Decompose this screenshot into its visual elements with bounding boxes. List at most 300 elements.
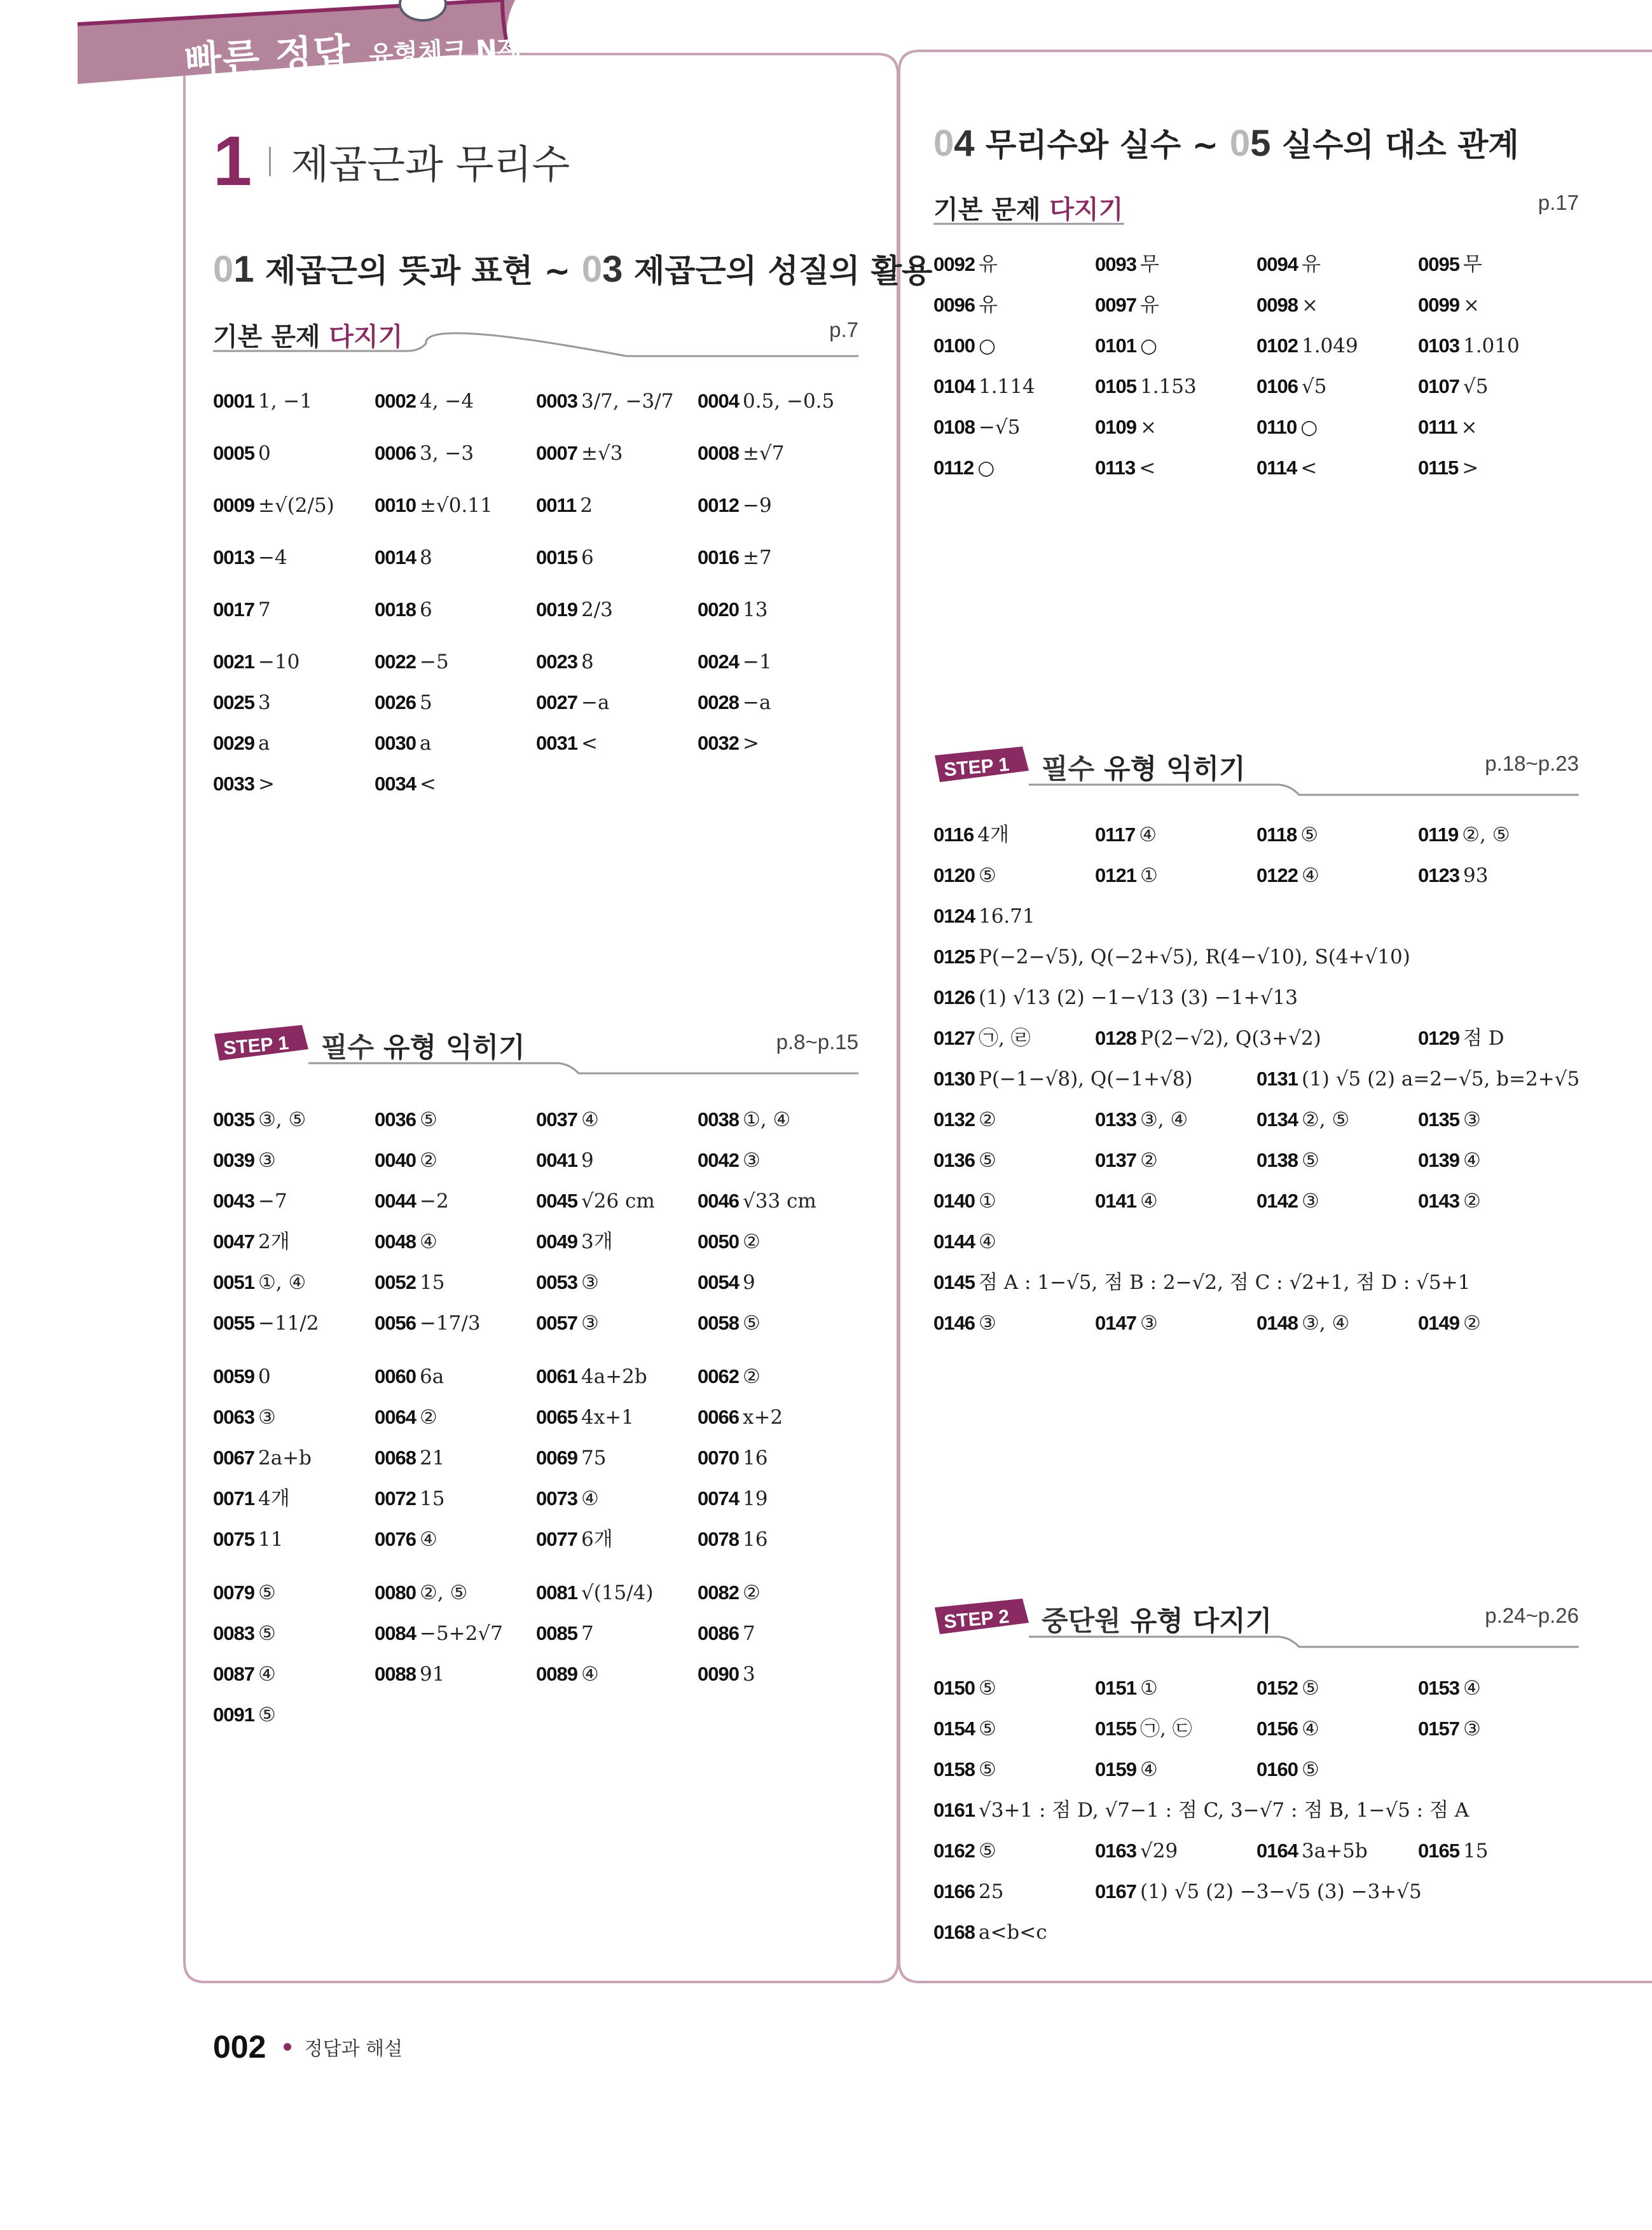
answer-value: −a (742, 691, 771, 714)
answer-value: ② (1463, 1312, 1481, 1335)
answer-value: ③ (581, 1312, 599, 1335)
answer-number: 0019 (536, 598, 577, 621)
answer-item (213, 1700, 276, 1730)
chapter-title: 제곱근과 무리수 (291, 141, 570, 188)
answer-value: ④ (1463, 1677, 1481, 1700)
answer-value: 0.5, −0.5 (742, 390, 835, 413)
section-num-digit: 5 (1250, 123, 1271, 164)
step-label-b: 유형 익히기 (1104, 754, 1246, 785)
answer-value: ⑤ (1301, 1677, 1319, 1700)
answer-item (375, 1105, 437, 1134)
answer-value: a (419, 732, 432, 755)
answer-item (536, 595, 613, 624)
answer-number: 0071 (213, 1487, 254, 1510)
answer-number: 0015 (536, 546, 577, 568)
answer-value: 5 (419, 691, 432, 714)
answer-number: 0053 (536, 1271, 577, 1293)
answer-number: 0093 (1095, 253, 1136, 275)
answer-item (1256, 331, 1358, 361)
answer-number: 0152 (1256, 1677, 1298, 1699)
step-label-a: 중단원 (1042, 1606, 1131, 1637)
answer-number: 0107 (1418, 375, 1459, 397)
answer-value: ③ (1463, 1108, 1481, 1131)
answer-value: ③, ④ (1301, 1312, 1350, 1335)
answer-number: 0127 (933, 1027, 975, 1049)
answer-item (698, 1619, 755, 1648)
answer-value: ② (1139, 1149, 1158, 1172)
answer-value: a<b<c (978, 1921, 1047, 1944)
answer-number: 0077 (536, 1528, 577, 1550)
answer-value: ④ (1301, 864, 1319, 887)
answer-item (213, 1105, 306, 1134)
answer-item (536, 1619, 594, 1648)
answer-value: 유 (1139, 294, 1159, 317)
answer-item (213, 1619, 276, 1648)
answer-item (1095, 250, 1159, 279)
answer-value: 16.71 (978, 905, 1035, 928)
answer-value: ② (742, 1365, 761, 1388)
answer-number: 0063 (213, 1406, 254, 1428)
answer-value: 19 (742, 1487, 768, 1510)
answer-number: 0004 (698, 390, 739, 412)
answer-item (1418, 413, 1478, 442)
answer-value: ⑤ (1300, 823, 1319, 846)
answer-item (213, 688, 271, 717)
answer-item (536, 729, 598, 758)
answer-value: 7 (258, 598, 271, 621)
answer-value: < (1300, 457, 1318, 479)
answer-item (933, 1755, 996, 1784)
answer-number: 0036 (375, 1108, 416, 1131)
answer-number: 0167 (1095, 1880, 1136, 1903)
answer-value: 25 (978, 1880, 1004, 1903)
answer-number: 0057 (536, 1312, 577, 1334)
answer-number: 0104 (933, 375, 975, 397)
answer-value: ⑤ (258, 1581, 276, 1604)
answer-value: −√5 (978, 416, 1021, 439)
answer-item (375, 688, 432, 717)
page-reference: p.24~p.26 (1485, 1604, 1579, 1627)
answer-value: ±√0.11 (419, 494, 493, 517)
answer-item (698, 647, 772, 677)
answer-item (213, 1227, 290, 1256)
answer-number: 0040 (375, 1149, 416, 1171)
answer-item (1418, 1187, 1481, 1216)
answer-number: 0062 (698, 1365, 739, 1387)
answer-item (1095, 1024, 1321, 1053)
answer-value: ① (1139, 864, 1158, 887)
section-title-text: 제곱근의 성질의 활용 (623, 252, 933, 289)
answer-number: 0130 (933, 1068, 975, 1090)
answer-value: ③ (258, 1406, 276, 1429)
section-num-digit: 4 (954, 123, 975, 164)
answer-item (1418, 331, 1520, 361)
answer-item (536, 1525, 613, 1554)
answer-item (698, 1227, 761, 1256)
answer-value: −2 (419, 1190, 449, 1213)
answer-item (536, 1443, 606, 1473)
answer-value: 4x+1 (581, 1406, 634, 1429)
answer-value: ○ (977, 457, 995, 479)
answer-item (933, 1268, 1470, 1297)
answer-value: 6개 (581, 1528, 613, 1551)
answer-item (1256, 1309, 1349, 1338)
answer-number: 0037 (536, 1108, 577, 1131)
answer-value: ㉠, ㉣ (978, 1027, 1031, 1050)
answer-value: ③ (742, 1149, 761, 1172)
answer-number: 0080 (375, 1581, 416, 1604)
answer-item (213, 729, 270, 758)
answer-number: 0086 (698, 1622, 739, 1644)
answer-number: 0133 (1095, 1108, 1136, 1131)
answer-value: ⑤ (978, 1840, 996, 1862)
answer-value: 유 (978, 294, 998, 317)
answer-item (375, 729, 431, 758)
answer-number: 0166 (933, 1880, 975, 1903)
answer-item (933, 1064, 1193, 1094)
answer-item (536, 1362, 647, 1391)
answer-value: 93 (1463, 864, 1489, 887)
answer-number: 0116 (933, 823, 974, 846)
answer-item (213, 769, 275, 799)
answer-number: 0003 (536, 390, 577, 412)
answer-item (698, 688, 771, 717)
answer-value: ㉠, ㉢ (1139, 1717, 1192, 1740)
answer-item (698, 1268, 755, 1297)
answer-value: √(15/4) (581, 1581, 654, 1604)
answer-value: 13 (742, 598, 768, 621)
left-step1-subhead (213, 1024, 858, 1072)
answer-number: 0059 (213, 1365, 254, 1387)
tab-main-title: 빠른 정답 (183, 30, 353, 83)
answer-value: 2a+b (258, 1447, 312, 1469)
answer-number: 0095 (1418, 253, 1459, 275)
answer-number: 0034 (375, 773, 416, 795)
answer-number: 0120 (933, 864, 975, 886)
answer-number: 0125 (933, 946, 975, 968)
answer-number: 0011 (536, 494, 577, 516)
answer-number: 0038 (698, 1108, 739, 1131)
answer-value: 2/3 (581, 598, 613, 621)
answer-number: 0030 (375, 732, 416, 754)
answer-value: > (258, 773, 275, 795)
answer-number: 0108 (933, 416, 975, 438)
answer-number: 0126 (933, 986, 975, 1008)
answer-number: 0121 (1095, 864, 1136, 886)
answer-number: 0153 (1418, 1677, 1459, 1699)
answer-item (1095, 331, 1157, 361)
answer-item (213, 439, 271, 468)
chapter-heading (213, 121, 570, 200)
answer-number: 0141 (1095, 1190, 1136, 1212)
answer-value: 2개 (258, 1230, 290, 1253)
answer-number: 0042 (698, 1149, 739, 1171)
answer-item (698, 1309, 761, 1338)
answer-item (1095, 291, 1159, 320)
answer-item (1095, 861, 1158, 890)
answer-number: 0085 (536, 1622, 577, 1644)
answer-number: 0074 (698, 1487, 739, 1510)
answer-value: 1.010 (1463, 334, 1520, 357)
answer-value: 1.114 (978, 375, 1035, 398)
answer-number: 0021 (213, 650, 254, 673)
answer-number: 0128 (1095, 1027, 1136, 1049)
answer-value: 15 (419, 1271, 445, 1294)
answer-value: √5 (1301, 375, 1327, 398)
answer-number: 0075 (213, 1528, 254, 1550)
answer-item (933, 372, 1035, 401)
answer-number: 0072 (375, 1487, 416, 1510)
answer-value: × (1301, 294, 1318, 317)
step-label (321, 1026, 525, 1065)
answer-number: 0008 (698, 442, 739, 464)
bullet-icon (284, 2043, 291, 2051)
answer-value: √33 cm (742, 1190, 816, 1213)
answer-item (698, 1578, 761, 1607)
answer-number: 0002 (375, 390, 416, 412)
answer-number: 0084 (375, 1622, 416, 1644)
answer-item (375, 1268, 444, 1297)
answer-value: ④ (1139, 1758, 1158, 1781)
answer-value: × (1139, 416, 1157, 439)
answer-number: 0068 (375, 1447, 416, 1469)
answer-item (536, 1484, 599, 1513)
basic-label (213, 317, 403, 353)
answer-value: −4 (258, 546, 287, 569)
answer-number: 0047 (213, 1230, 254, 1253)
answer-number: 0029 (213, 732, 254, 754)
answer-number: 0017 (213, 598, 254, 621)
answer-value: 91 (419, 1663, 445, 1686)
answer-item (536, 1578, 654, 1607)
answer-value: ④ (581, 1487, 599, 1510)
answer-item (213, 491, 334, 520)
answer-number: 0056 (375, 1312, 416, 1334)
answer-value: ±√7 (742, 442, 785, 465)
answer-number: 0016 (698, 546, 739, 568)
answer-number: 0151 (1095, 1677, 1136, 1699)
answer-value: (1) √13 (2) −1−√13 (3) −1+√13 (978, 986, 1298, 1009)
answer-item (1256, 1755, 1319, 1784)
basic-label (933, 189, 1123, 226)
answer-number: 0109 (1095, 416, 1136, 438)
answer-number: 0168 (933, 1921, 975, 1943)
answer-number: 0087 (213, 1663, 254, 1685)
answer-item (1418, 1714, 1481, 1744)
answer-item (1095, 1187, 1158, 1216)
answer-value: 6a (419, 1365, 444, 1388)
answer-number: 0064 (375, 1406, 416, 1428)
answer-value: ②, ⑤ (419, 1581, 468, 1604)
answer-number: 0031 (536, 732, 577, 754)
answer-value: ⑤ (258, 1622, 276, 1645)
right-step2-subhead (933, 1597, 1579, 1646)
right-basic-subhead (933, 184, 1579, 233)
answer-number: 0090 (698, 1663, 739, 1685)
answer-item (213, 1268, 306, 1297)
answer-item (1418, 1024, 1504, 1053)
answer-item (536, 387, 673, 416)
answer-value: < (419, 773, 436, 795)
answer-value: 6 (581, 546, 594, 569)
answer-item (536, 1146, 594, 1175)
answer-item (213, 1146, 276, 1175)
answer-item (1256, 1714, 1319, 1744)
page-footer (213, 2028, 403, 2065)
answer-number: 0117 (1095, 823, 1136, 846)
answer-value: 9 (742, 1271, 755, 1294)
step-badge (933, 1597, 1030, 1635)
answer-value: ③, ④ (1139, 1108, 1188, 1131)
answer-value: 6 (419, 598, 432, 621)
answer-item (1095, 1674, 1158, 1703)
answer-item (933, 1227, 996, 1256)
answer-item (213, 1484, 290, 1513)
answer-item (933, 1674, 996, 1703)
answer-number: 0097 (1095, 294, 1136, 316)
footer-text: 정답과 해설 (304, 2038, 403, 2060)
answer-item (698, 1105, 790, 1134)
answer-value: 유 (978, 253, 998, 276)
page-reference: p.17 (1538, 191, 1579, 214)
answer-item (213, 1578, 276, 1607)
answer-item (1418, 861, 1488, 890)
answer-number: 0039 (213, 1149, 254, 1171)
answer-value: ①, ④ (258, 1271, 306, 1294)
answer-number: 0033 (213, 773, 254, 795)
answer-value: 점 A : 1−√5, 점 B : 2−√2, 점 C : √2+1, 점 D : √5+1 (978, 1271, 1471, 1294)
answer-value: ②, ⑤ (1301, 1108, 1350, 1131)
answer-number: 0083 (213, 1622, 254, 1644)
answer-value: 유 (1301, 253, 1321, 276)
answer-number: 0099 (1418, 294, 1459, 316)
answer-number: 0066 (698, 1406, 739, 1428)
answer-value: −a (581, 691, 610, 714)
answer-value: 7 (581, 1622, 594, 1645)
answer-number: 0122 (1256, 864, 1298, 886)
answer-item (1095, 372, 1197, 401)
answer-item (933, 1309, 996, 1338)
answer-item (698, 1484, 767, 1513)
answer-value: ±√(2/5) (258, 494, 334, 517)
answer-value: 8 (419, 546, 432, 569)
answer-value: 1.153 (1139, 375, 1197, 398)
answer-number: 0044 (375, 1190, 416, 1212)
answer-value: −5+2√7 (419, 1622, 503, 1645)
answer-number: 0032 (698, 732, 739, 754)
answer-item (213, 1443, 312, 1473)
answer-item (933, 453, 995, 483)
answer-number: 0103 (1418, 334, 1459, 357)
answer-item (536, 1403, 634, 1432)
answer-item (698, 595, 767, 624)
answer-number: 0067 (213, 1447, 254, 1469)
answer-value: 4, −4 (419, 390, 474, 413)
answer-number: 0157 (1418, 1717, 1459, 1740)
answer-value: 0 (258, 442, 271, 465)
answer-item (933, 902, 1035, 931)
answer-item (213, 1660, 276, 1689)
basic-label-a: 기본 문제 (213, 322, 329, 352)
answer-number: 0160 (1256, 1758, 1298, 1780)
answer-item (1418, 1146, 1481, 1175)
right-section-title (933, 120, 1519, 165)
answer-item (536, 1187, 655, 1216)
answer-number: 0094 (1256, 253, 1298, 275)
answer-value: > (742, 732, 759, 755)
answer-value: ⑤ (419, 1108, 437, 1131)
answer-number: 0144 (933, 1230, 975, 1253)
answer-value: (1) √5 (2) −3−√5 (3) −3+√5 (1139, 1880, 1422, 1903)
answer-number: 0007 (536, 442, 577, 464)
answer-number: 0012 (698, 494, 739, 516)
answer-value: 16 (742, 1528, 768, 1551)
answer-value: 9 (581, 1149, 594, 1172)
answer-value: 무 (1463, 253, 1482, 276)
answer-number: 0138 (1256, 1149, 1298, 1171)
answer-item (933, 1146, 996, 1175)
answer-item (1418, 453, 1478, 483)
answer-value: ⑤ (742, 1312, 761, 1335)
section-num-digit: 0 (933, 123, 954, 164)
left-section-title (213, 245, 932, 291)
answer-value: ③ (1139, 1312, 1158, 1335)
basic-label-a: 기본 문제 (933, 195, 1050, 224)
answer-number: 0148 (1256, 1312, 1298, 1334)
answer-item (933, 413, 1020, 442)
answer-number: 0020 (698, 598, 739, 621)
section-title-text: 제곱근의 뜻과 표현 ~ (254, 252, 582, 289)
answer-value: ③ (581, 1271, 599, 1294)
answer-value: ⑤ (258, 1703, 276, 1726)
section-num-digit: 3 (602, 249, 623, 290)
answer-item (1256, 291, 1318, 320)
answer-value: 15 (1463, 1840, 1489, 1862)
answer-value: −1 (742, 650, 772, 673)
answer-number: 0098 (1256, 294, 1298, 316)
step-badge-text: STEP 1 (223, 1032, 290, 1059)
answer-value: ④ (419, 1230, 437, 1253)
answer-value: ○ (1300, 416, 1318, 439)
answer-number: 0154 (933, 1717, 975, 1740)
answer-value: ③ (258, 1149, 276, 1172)
answer-item (1095, 1755, 1158, 1784)
answer-number: 0142 (1256, 1190, 1298, 1212)
answer-value: < (581, 732, 598, 755)
answer-number: 0009 (213, 494, 254, 516)
answer-value: P(2−√2), Q(3+√2) (1139, 1027, 1321, 1050)
answer-value: ⑤ (978, 1758, 996, 1781)
answer-number: 0155 (1095, 1717, 1136, 1740)
answer-item (698, 543, 772, 572)
answer-number: 0028 (698, 691, 739, 713)
answer-number: 0079 (213, 1581, 254, 1604)
answer-item (375, 1619, 503, 1648)
answer-item (536, 491, 593, 520)
answer-value: < (1139, 457, 1156, 479)
answer-value: ⑤ (978, 864, 996, 887)
answer-item (213, 543, 287, 572)
answer-item (375, 1578, 467, 1607)
answer-number: 0005 (213, 442, 254, 464)
answer-number: 0162 (933, 1840, 975, 1862)
answer-value: 무 (1139, 253, 1159, 276)
answer-value: ④ (581, 1108, 599, 1131)
chapter-divider (269, 147, 271, 176)
answer-value: 3, −3 (419, 442, 474, 465)
section-title-text: 무리수와 실수 ~ (974, 127, 1230, 163)
answer-number: 0150 (933, 1677, 975, 1699)
